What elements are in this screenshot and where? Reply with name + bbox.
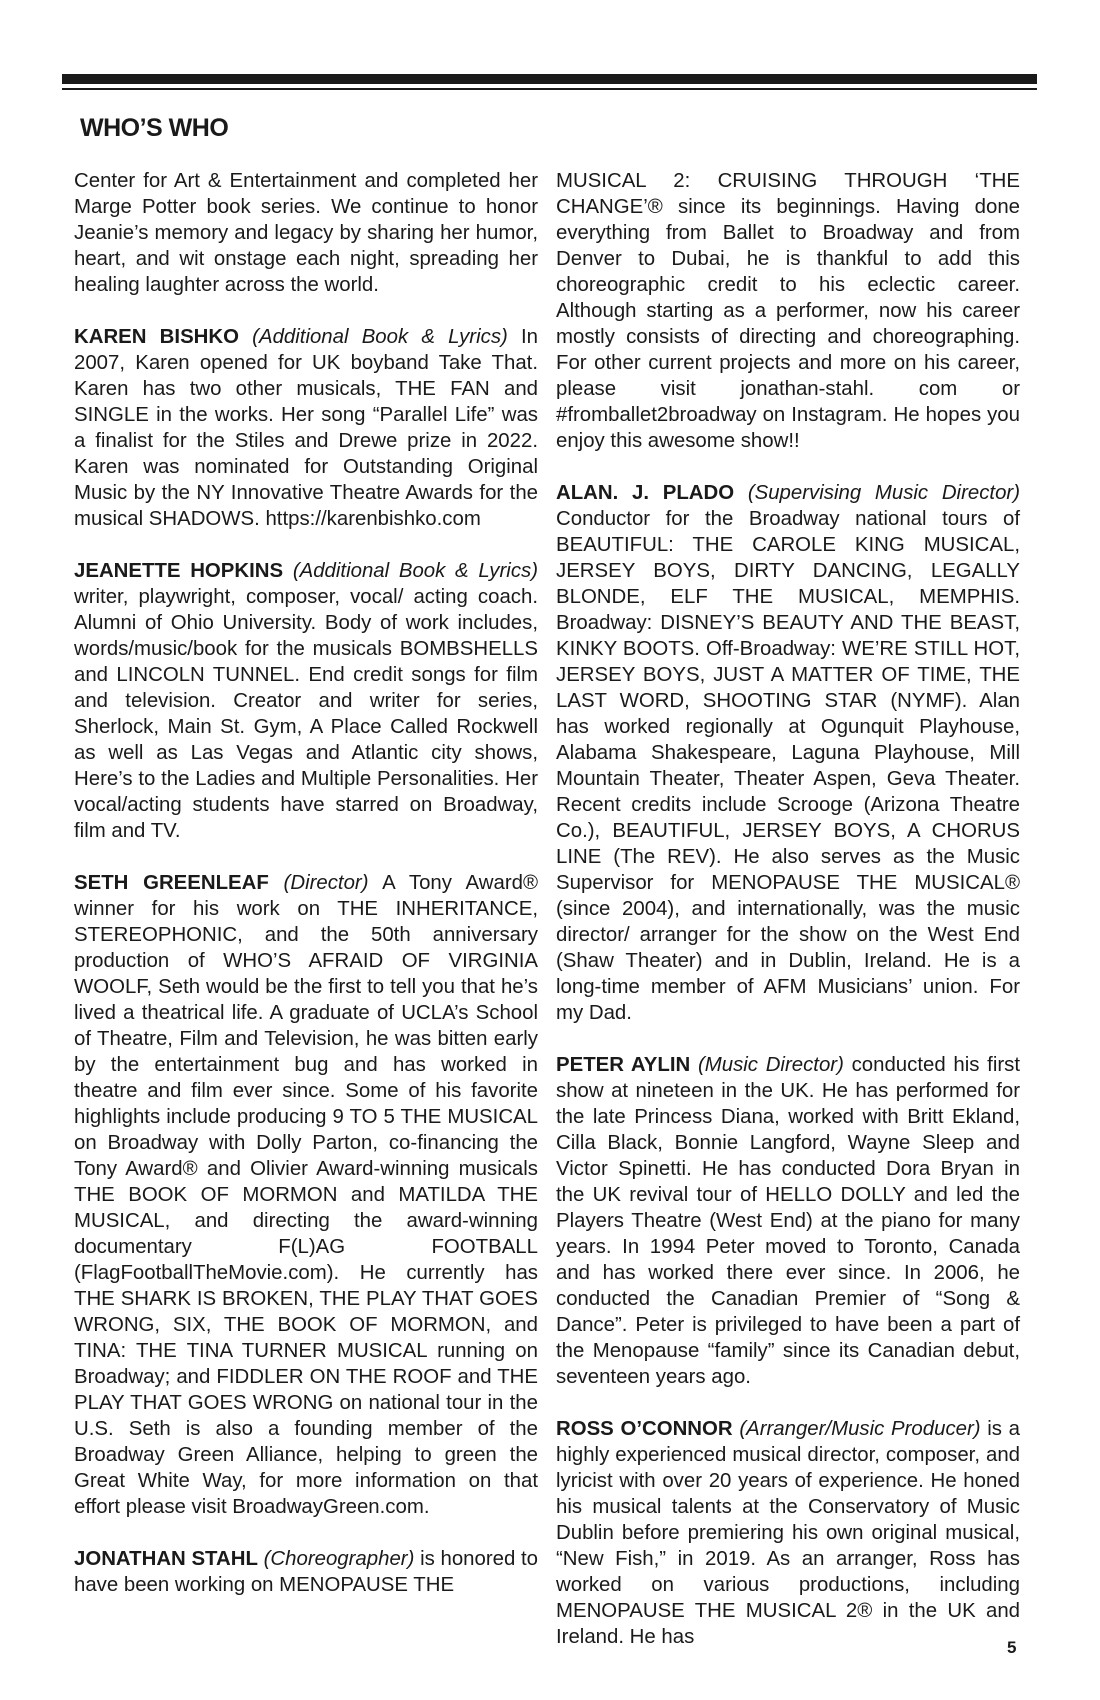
intro-paragraph: Center for Art & Entertainment and completed her Marge Potter book series. We continue to honor Jeanie’s memory and legacy by sharing her humor, heart, and wit onstage each night, spreading her healing laughter across the world.	[74, 170, 538, 296]
bio-text: conducted his first show at nineteen in the UK. He has performed for the late Princess Diana, worked with Britt Ekland, Cilla Black, Bonnie Langford, Wayne Sleep and Victor Spinetti. He has conducted Dora Bryan in the UK revival tour of HELLO DOLLY and led the Players Theatre (West End) at the piano for many years. In 1994 Peter moved to Toronto, Canada and has worked there ever since. In 2006, he conducted the Canadian Premier of “Song & Dance”. Peter is privileged to have been a part of the Menopause “family” since its Canadian debut, seventeen years ago.	[556, 1054, 1020, 1388]
bio-name: JEANETTE HOPKINS	[74, 560, 284, 582]
bio-jeanette-hopkins	[74, 558, 538, 844]
top-rule-thick	[62, 74, 1037, 84]
bio-name: KAREN BISHKO	[74, 326, 239, 348]
bio-jonathan-stahl-continued: MUSICAL 2: CRUISING THROUGH ‘THE CHANGE’® since its beginnings. Having done everything from Ballet to Broadway and from Denver to Dubai, he is thankful to add this choreographic credit to his eclectic career. Although starting as a performer, now his career mostly consists of directing and choreographing. For other current projects and more on his career, please visit jonathan-stahl. com or #fromballet2broadway on Instagram. He hopes you enjoy this awesome show!!	[556, 170, 1020, 452]
bio-role: (Additional Book & Lyrics)	[292, 560, 538, 582]
bio-role: (Supervising Music Director)	[747, 482, 1020, 504]
bio-text: is a highly experienced musical director, composer, and lyricist with over 20 years of experience. He honed his musical talents at the Conservatory of Music Dublin before premiering his own original musical, “New Fish,” in 2019. As an arranger, Ross has worked on various productions, including MENOPAUSE THE MUSICAL 2® in the UK and Ireland. He has	[556, 1418, 1020, 1648]
top-rule-thin	[62, 88, 1037, 90]
bio-role: (Music Director)	[697, 1054, 844, 1076]
bio-name: SETH GREENLEAF	[74, 872, 269, 894]
bio-alan-plado	[556, 480, 1020, 1026]
bio-text: A Tony Award® winner for his work on THE INHERITANCE, STEREOPHONIC, and the 50th anniversary production of WHO’S AFRAID OF VIRGINIA WOOLF, Seth would be the first to tell you that he’s lived a theatrical life. A graduate of UCLA’s School of Theatre, Film and Television, he was bitten early by the entertainment bug and has worked in theatre and film ever since. Some of his favorite highlights include producing 9 TO 5 THE MUSICAL on Broadway with Dolly Parton, co-financing the Tony Award® and Olivier Award-winning musicals THE BOOK OF MORMON and MATILDA THE MUSICAL, and directing the award-winning documentary F(L)AG FOOTBALL (FlagFootballTheMovie.com). He currently has THE SHARK IS BROKEN, THE PLAY THAT GOES WRONG, SIX, THE BOOK OF MORMON, and TINA: THE TINA TURNER MUSICAL running on Broadway; and FIDDLER ON THE ROOF and THE PLAY THAT GOES WRONG on national tour in the U.S. Seth is also a founding member of the Broadway Green Alliance, helping to green the Great White Way, for more information on that effort please visit BroadwayGreen.com.	[74, 872, 539, 1518]
bio-name: PETER AYLIN	[556, 1054, 691, 1076]
bio-text: Conductor for the Broadway national tours of BEAUTIFUL: THE CAROLE KING MUSICAL, JERSEY BOYS, DIRTY DANCING, LEGALLY BLONDE, ELF THE MUSICAL, MEMPHIS. Broadway: DISNEY’S BEAUTY AND THE BEAST, KINKY BOOTS. Off-Broadway: WE’RE STILL HOT, JERSEY BOYS, JUST A MATTER OF TIME, THE LAST WORD, SHOOTING STAR (NYMF). Alan has worked regionally at Ogunquit Playhouse, Alabama Shakespeare, Laguna Playhouse, Mill Mountain Theater, Theater Aspen, Geva Theater. Recent credits include Scrooge (Arizona Theatre Co.), BEAUTIFUL, JERSEY BOYS, A CHORUS LINE (The REV). He also serves as the Music Supervisor for MENOPAUSE THE MUSICAL® (since 2004), and internationally, was the music director/ arranger for the show on the West End (Shaw Theater) and in Dublin, Ireland. He is a long-time member of AFM Musicians’ union. For my Dad.	[556, 508, 1020, 1024]
bio-peter-aylin	[556, 1052, 1020, 1390]
bio-text: In 2007, Karen opened for UK boyband Take That. Karen has two other musicals, THE FAN and SINGLE in the works. Her song “Parallel Life” was a finalist for the Stiles and Drewe prize in 2022. Karen was nominated for Outstanding Original Music by the NY Innovative Theatre Awards for the musical SHADOWS. https://karenbishko.com	[74, 326, 538, 530]
right-column	[556, 168, 1020, 1650]
bio-role: (Additional Book & Lyrics)	[252, 326, 508, 348]
bio-role: (Choreographer)	[263, 1548, 415, 1570]
bio-role: (Arranger/Music Producer)	[739, 1418, 981, 1440]
bio-name: JONATHAN STAHL	[74, 1548, 258, 1570]
bio-name: ROSS O’CONNOR	[556, 1418, 733, 1440]
section-heading: WHO’S WHO	[80, 114, 229, 142]
bio-text: is honored to have been working on MENOPAUSE THE	[74, 1548, 539, 1596]
bio-ross-oconnor	[556, 1416, 1020, 1650]
bio-text: writer, playwright, composer, vocal/ acting coach. Alumni of Ohio University. Body of work includes, words/music/book for the musicals BOMBSHELLS and LINCOLN TUNNEL. End credit songs for film and television. Creator and writer for series, Sherlock, Main St. Gym, A Place Called Rockwell as well as Las Vegas and Atlantic city shows, Here’s to the Ladies and Multiple Personalities. Her vocal/acting students have starred on Broadway, film and TV.	[74, 586, 538, 842]
bio-seth-greenleaf	[74, 870, 538, 1520]
page-number: 5	[1007, 1638, 1017, 1657]
left-column	[74, 168, 538, 1598]
bio-jonathan-stahl	[74, 1546, 538, 1598]
bio-name: ALAN. J. PLADO	[556, 482, 735, 504]
bio-karen-bishko	[74, 324, 538, 532]
bio-role: (Director)	[283, 872, 369, 894]
